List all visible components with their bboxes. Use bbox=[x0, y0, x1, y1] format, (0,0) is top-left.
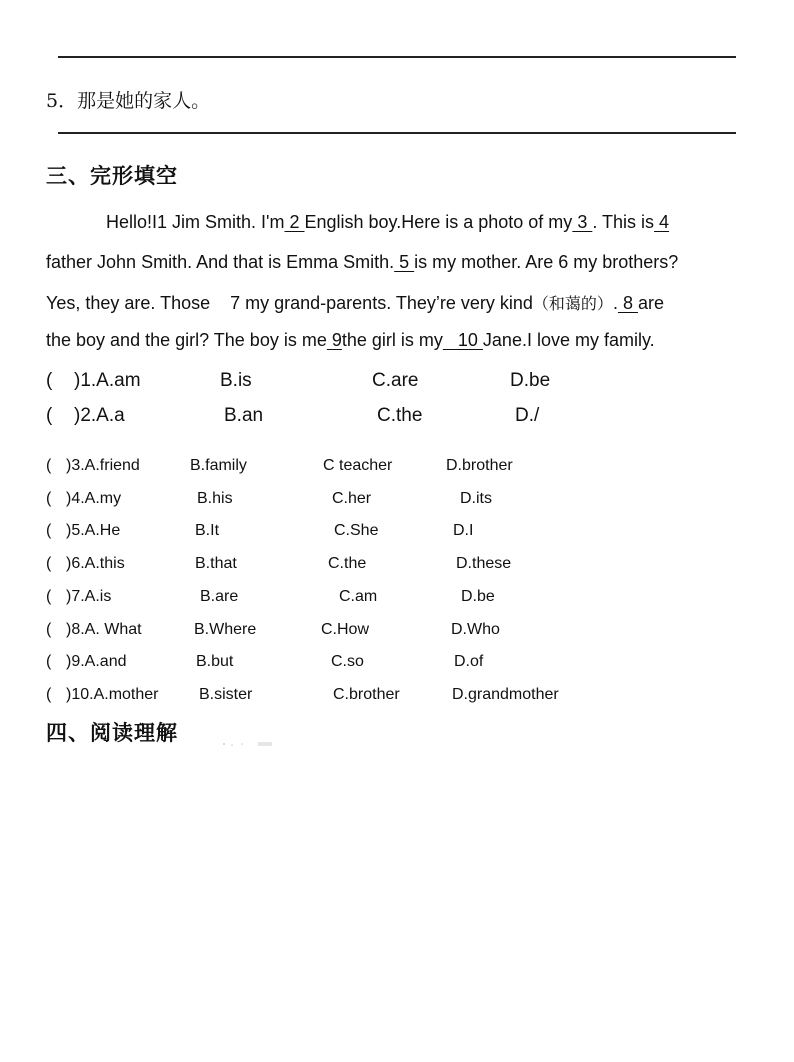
answer-paren: ( bbox=[46, 555, 52, 572]
blank-3: 3 bbox=[572, 212, 593, 232]
option-c: C teacher bbox=[323, 457, 393, 474]
option-a: )2.A.a bbox=[74, 405, 125, 426]
option-c: C.so bbox=[331, 653, 364, 670]
option-c: C.are bbox=[372, 370, 419, 391]
option-b: B.are bbox=[200, 588, 239, 605]
option-d: D.I bbox=[453, 522, 474, 539]
option-c: C.She bbox=[334, 522, 379, 539]
passage-text: . This is bbox=[592, 212, 655, 232]
option-a: )10.A.mother bbox=[66, 686, 159, 703]
passage-line-2 bbox=[46, 252, 678, 273]
option-a: )5.A.He bbox=[66, 522, 121, 539]
scan-smudge bbox=[218, 738, 278, 750]
passage-line-4 bbox=[46, 330, 655, 351]
answer-paren: ( bbox=[46, 370, 53, 391]
passage-text: English boy.Here is a photo of my bbox=[304, 212, 573, 232]
passage-text: . bbox=[612, 293, 618, 313]
option-c: C.am bbox=[339, 588, 378, 605]
blank-9: 9 bbox=[326, 330, 342, 350]
option-c: C.the bbox=[377, 405, 423, 426]
question-5-number: 5． bbox=[46, 90, 78, 112]
option-b: B.is bbox=[220, 370, 252, 391]
option-d: D.Who bbox=[451, 621, 500, 638]
blank-2: 2 bbox=[284, 212, 305, 232]
option-a: )9.A.and bbox=[66, 653, 127, 670]
passage-text: Yes, they are. Those 7 my grand-parents. They’re very kind bbox=[46, 293, 533, 313]
option-b: B.but bbox=[196, 653, 234, 670]
option-b: B.sister bbox=[199, 686, 253, 703]
answer-paren: ( bbox=[46, 405, 53, 426]
option-d: D.brother bbox=[446, 457, 513, 474]
passage-text: father John Smith. And that is Emma Smith. bbox=[46, 252, 395, 272]
answer-paren: ( bbox=[46, 653, 52, 670]
option-b: B.an bbox=[224, 405, 264, 426]
option-b: B.family bbox=[190, 457, 247, 474]
passage-line-1 bbox=[106, 212, 669, 233]
passage-line-3 bbox=[46, 291, 664, 314]
option-d: D.of bbox=[454, 653, 484, 670]
blank-8: 8 bbox=[617, 293, 638, 313]
answer-paren: ( bbox=[46, 490, 52, 507]
passage-text: Jane.I love my family. bbox=[482, 330, 655, 350]
option-d: D./ bbox=[515, 405, 540, 426]
option-b: B.his bbox=[197, 490, 233, 507]
option-c: C.How bbox=[321, 621, 370, 638]
chinese-gloss: （和蔼的） bbox=[532, 294, 613, 313]
option-a: )6.A.this bbox=[66, 555, 125, 572]
answer-line-q5 bbox=[58, 132, 736, 134]
option-b: B.It bbox=[195, 522, 220, 539]
option-c: C.the bbox=[328, 555, 367, 572]
passage-text: the girl is my bbox=[341, 330, 443, 350]
option-a: )4.A.my bbox=[66, 490, 122, 507]
option-c: C.brother bbox=[333, 686, 400, 703]
passage-text: is my mother. Are 6 my brothers? bbox=[414, 252, 679, 272]
passage-text: the boy and the girl? The boy is me bbox=[46, 330, 327, 350]
passage-text: Hello!I1 Jim Smith. I'm bbox=[106, 212, 285, 232]
question-5 bbox=[46, 86, 210, 113]
option-c: C.her bbox=[332, 490, 372, 507]
option-a: )1.A.am bbox=[74, 370, 141, 391]
option-a: )8.A. What bbox=[66, 621, 142, 638]
answer-paren: ( bbox=[46, 621, 52, 638]
question-5-text: 那是她的家人。 bbox=[77, 90, 211, 112]
answer-paren: ( bbox=[46, 457, 52, 474]
answer-paren: ( bbox=[46, 522, 52, 539]
section-3-title: 三、完形填空 bbox=[46, 164, 178, 188]
option-a: )7.A.is bbox=[66, 588, 112, 605]
blank-10: 10 bbox=[442, 330, 483, 350]
option-b: B.Where bbox=[194, 621, 257, 638]
option-d: D.these bbox=[456, 555, 512, 572]
section-4-title: 四、阅读理解 bbox=[46, 721, 178, 745]
option-d: D.grandmother bbox=[452, 686, 559, 703]
option-d: D.be bbox=[510, 370, 551, 391]
answer-paren: ( bbox=[46, 686, 52, 703]
option-d: D.be bbox=[461, 588, 495, 605]
blank-5: 5 bbox=[394, 252, 415, 272]
option-b: B.that bbox=[195, 555, 237, 572]
answer-paren: ( bbox=[46, 588, 52, 605]
option-a: )3.A.friend bbox=[66, 457, 140, 474]
answer-line-top bbox=[58, 56, 736, 58]
passage-text: are bbox=[637, 293, 664, 313]
blank-4: 4 bbox=[654, 212, 670, 232]
option-d: D.its bbox=[460, 490, 492, 507]
